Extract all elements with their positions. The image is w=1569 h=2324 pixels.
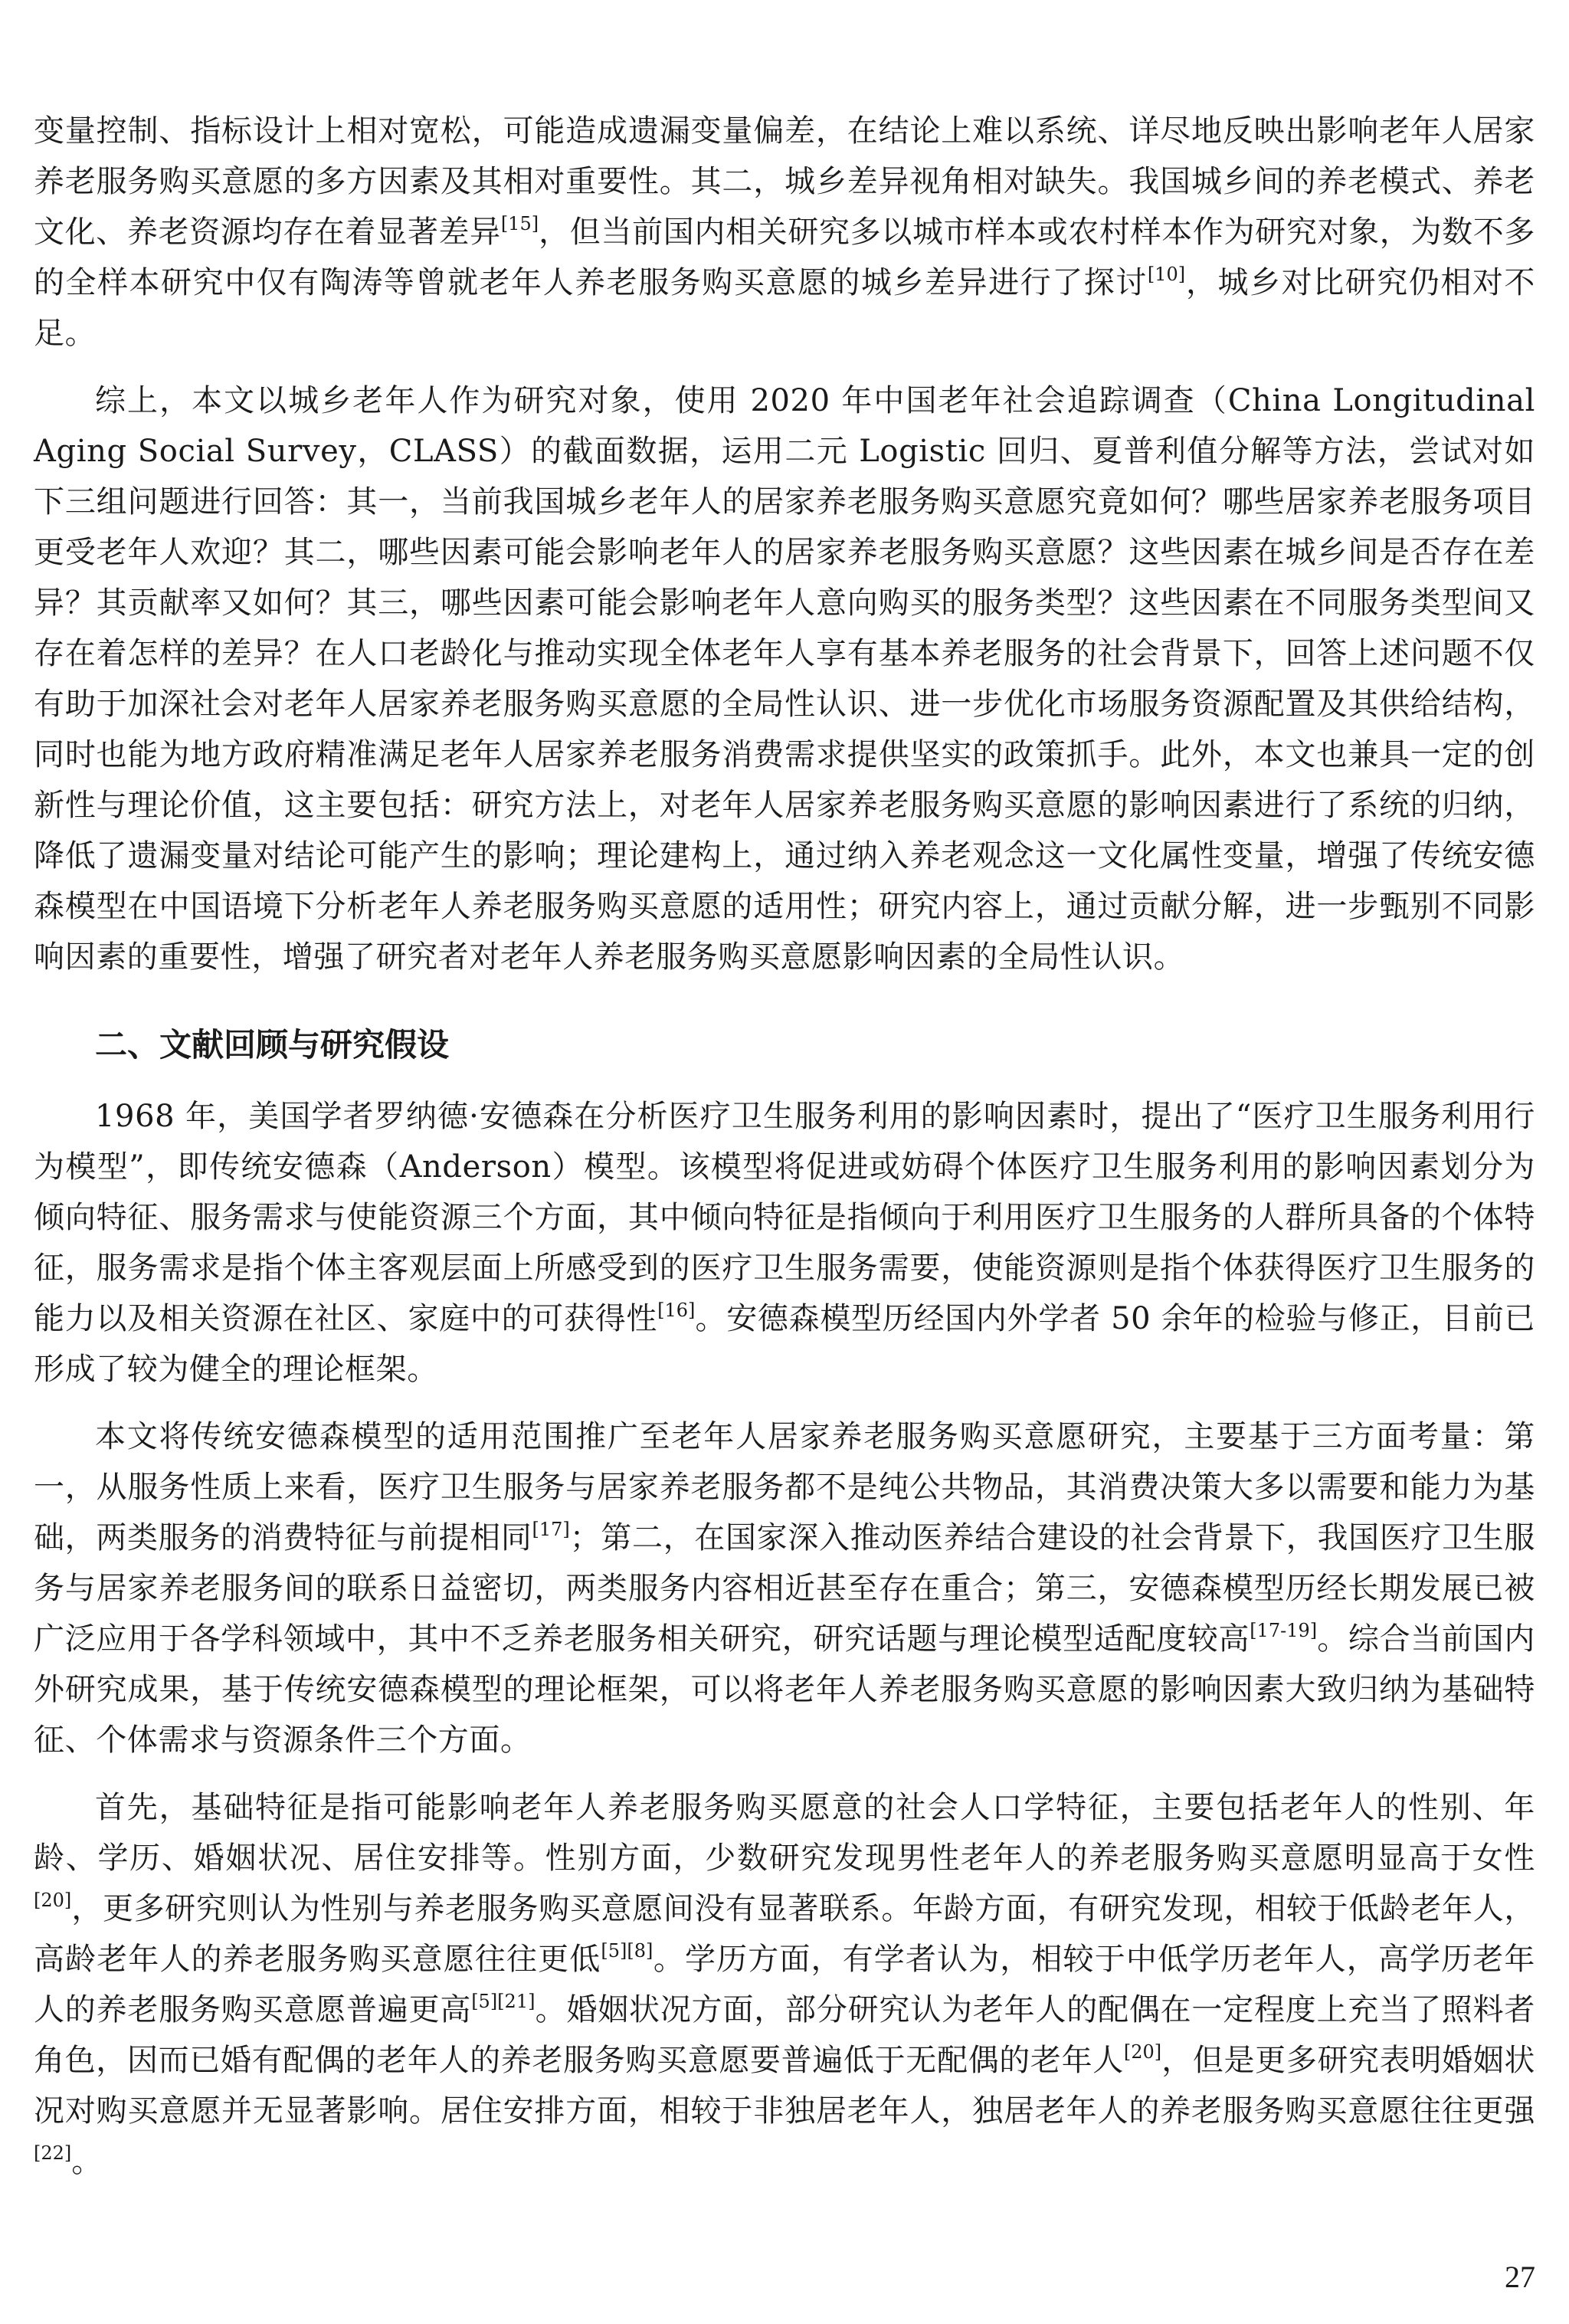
citation-ref: [16] [657,1300,696,1321]
paragraph-p1 [34,106,1535,359]
citation-ref: [5][8] [601,1940,653,1962]
intro-paragraphs [34,106,1535,982]
paragraph-text: ，但当前国内相关研究多以城市样本或农村样本作为研究对象，为数不多的全样本研究中仅有陶涛等曾就老年人养老服务购买意愿的城乡差异进行了探讨 [34,215,1536,300]
citation-ref: [17] [532,1519,570,1540]
paragraph-text: ，但是更多研究表明婚姻状况对购买意愿并无显著影响。居住安排方面，相较于非独居老年人，独居老年人的养老服务购买意愿往往更强 [34,2043,1536,2129]
paragraph-text: 1968 年，美国学者罗纳德·安德森在分析医疗卫生服务利用的影响因素时，提出了“医疗卫生服务利用行为模型”，即传统安德森（Anderson）模型。该模型将促进或妨碍个体医疗卫生服务利用的影响因素划分为倾向特征、服务需求与使能资源三个方面，其中倾向特征是指倾向于利用医疗卫生服务的人群所具备的个体特征，服务需求是指个体主客观层面上所感受到的医疗卫生服务需要，使能资源则是指个体获得医疗卫生服务的能力以及相关资源在社区、家庭中的可获得性 [34,1099,1535,1336]
paragraph-p5 [34,1782,1535,2187]
citation-ref: [20] [1123,2041,1162,2063]
paragraph-text: 。 [71,2144,103,2179]
citation-ref: [17-19] [1250,1620,1318,1641]
paragraph-text: ；第二，在国家深入推动医养结合建设的社会背景下，我国医疗卫生服务与居家养老服务间的联系日益密切，两类服务内容相近甚至存在重合；第三，安德森模型历经长期发展已被广泛应用于各学科领域中，其中不乏养老服务相关研究，研究话题与理论模型适配度较高 [34,1520,1535,1657]
paragraph-p2 [34,375,1535,982]
paragraph-text: ，城乡对比研究仍相对不足。 [34,265,1535,351]
citation-ref: [20] [34,1890,72,1911]
paragraph-p3 [34,1091,1535,1395]
paragraph-text: 。安德森模型历经国内外学者 50 余年的检验与修正，目前已形成了较为健全的理论框架。 [34,1301,1536,1387]
section-heading: 二、文献回顾与研究假设 [95,1026,450,1064]
page-number: 27 [1505,2260,1535,2294]
section-paragraphs [34,1091,1535,2187]
citation-ref: [5][21] [471,1991,536,2012]
citation-ref: [10] [1147,264,1186,285]
paragraph-text: ，更多研究则认为性别与养老服务购买意愿间没有显著联系。年龄方面，有研究发现，相较于低龄老年人，高龄老年人的养老服务购买意愿往往更低 [34,1891,1535,1977]
paragraph-text: 。婚姻状况方面，部分研究认为老年人的配偶在一定程度上充当了照料者角色，因而已婚有配偶的老年人的养老服务购买意愿要普遍低于无配偶的老年人 [34,1992,1535,2078]
citation-ref: [22] [34,2142,72,2164]
paragraph-text: 。综合当前国内外研究成果，基于传统安德森模型的理论框架，可以将老年人养老服务购买意愿的影响因素大致归纳为基础特征、个体需求与资源条件三个方面。 [34,1621,1535,1758]
paragraph-text: 本文将传统安德森模型的适用范围推广至老年人居家养老服务购买意愿研究，主要基于三方面考量：第一，从服务性质上来看，医疗卫生服务与居家养老服务都不是纯公共物品，其消费决策大多以需要和能力为基础，两类服务的消费特征与前提相同 [34,1419,1535,1555]
paragraph-text: 变量控制、指标设计上相对宽松，可能造成遗漏变量偏差，在结论上难以系统、详尽地反映出影响老年人居家养老服务购买意愿的多方因素及其相对重要性。其二，城乡差异视角相对缺失。我国城乡间的养老模式、养老文化、养老资源均存在着显著差异 [34,113,1535,250]
paragraph-text: 综上，本文以城乡老年人作为研究对象，使用 2020 年中国老年社会追踪调查（China Longitudinal Aging Social Survey，CLASS）的截面数据，运用二元 Logistic 回归、夏普利值分解等方法，尝试对如下三组问题进行回答：其一，当前我国城乡老年人的居家养老服务购买意愿究竟如何？哪些居家养老服务项目更受老年人欢迎？其二，哪些因素可能会影响老年人的居家养老服务购买意愿？这些因素在城乡间是否存在差异？其贡献率又如何？其三，哪些因素可能会影响老年人意向购买的服务类型？这些因素在不同服务类型间又存在着怎样的差异？在人口老龄化与推动实现全体老年人享有基本养老服务的社会背景下，回答上述问题不仅有助于加深社会对老年人居家养老服务购买意愿的全局性认识、进一步优化市场服务资源配置及其供给结构，同时也能为地方政府精准满足老年人居家养老服务消费需求提供坚实的政策抓手。此外，本文也兼具一定的创新性与理论价值，这主要包括：研究方法上，对老年人居家养老服务购买意愿的影响因素进行了系统的归纳，降低了遗漏变量对结论可能产生的影响；理论建构上，通过纳入养老观念这一文化属性变量，增强了传统安德森模型在中国语境下分析老年人养老服务购买意愿的适用性；研究内容上，通过贡献分解，进一步甄别不同影响因素的重要性，增强了研究者对老年人养老服务购买意愿影响因素的全局性认识。 [34,383,1535,975]
article-body [34,106,1535,2187]
paragraph-text: 。学历方面，有学者认为，相较于中低学历老年人，高学历老年人的养老服务购买意愿普遍更高 [34,1942,1535,2027]
paragraph-text: 首先，基础特征是指可能影响老年人养老服务购买愿意的社会人口学特征，主要包括老年人的性别、年龄、学历、婚姻状况、居住安排等。性别方面，少数研究发现男性老年人的养老服务购买意愿明显高于女性 [34,1790,1535,1876]
paragraph-p4 [34,1411,1535,1765]
citation-ref: [15] [500,213,539,234]
